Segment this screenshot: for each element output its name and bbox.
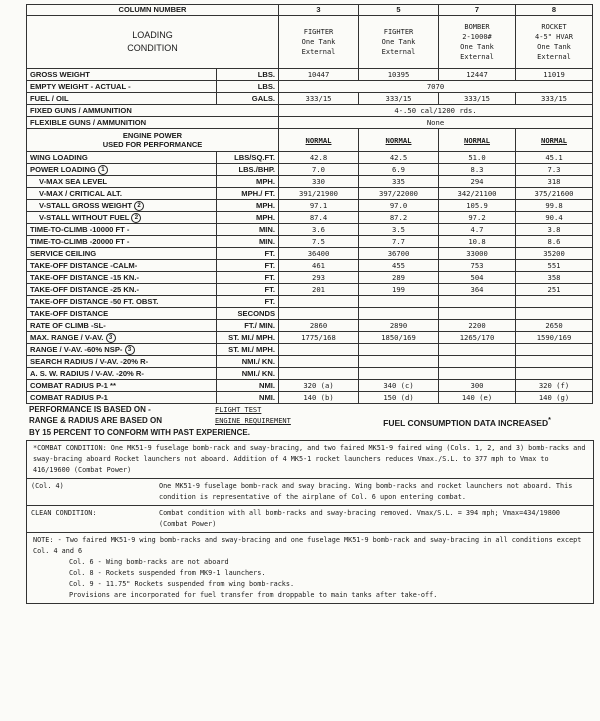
- table-row: [27, 356, 593, 368]
- row-label: [27, 368, 217, 380]
- cell-value: 300: [439, 380, 516, 392]
- normal-label: [516, 129, 593, 152]
- column-number: 7: [439, 5, 516, 16]
- note-line: Col. 6 - Wing bomb-racks are not aboard: [69, 557, 229, 566]
- cell-value: 97.1: [279, 200, 359, 212]
- cell-value: 4.7: [439, 224, 516, 236]
- cell-value: 340 (c): [359, 380, 439, 392]
- column-condition-text: One Tank External: [301, 38, 336, 56]
- footnote-circle: 3: [106, 333, 116, 343]
- row-label: [27, 105, 279, 117]
- row-label: [27, 224, 217, 236]
- row-unit: MPH.: [217, 200, 279, 212]
- cell-value: [516, 368, 593, 380]
- normal-text: NORMAL: [385, 135, 412, 145]
- row-unit: ST. MI./ MPH.: [217, 344, 279, 356]
- row-label-text: POWER LOADING: [30, 165, 96, 174]
- column-type: [516, 16, 593, 69]
- cell-value: 36700: [359, 248, 439, 260]
- cell-value: [279, 344, 359, 356]
- cell-value: [439, 296, 516, 308]
- col4-note: [27, 479, 593, 506]
- cell-value: 140 (g): [516, 392, 593, 404]
- cell-value: 8.6: [516, 236, 593, 248]
- normal-label: [279, 129, 359, 152]
- row-label-text: TAKE-OFF DISTANCE -15 KN.-: [30, 273, 139, 282]
- column-number: 5: [359, 5, 439, 16]
- based-on-value: FLIGHT TEST: [215, 406, 262, 414]
- cell-value: [359, 296, 439, 308]
- cell-value: 251: [516, 284, 593, 296]
- table-row: [27, 344, 593, 356]
- row-label-text: V-STALL WITHOUT FUEL: [39, 213, 130, 222]
- table-row: [27, 296, 593, 308]
- blank: [342, 405, 592, 415]
- col4-text: One MK51-9 fuselage bomb-rack and sway bracing. Wing bomb-racks and rocket launchers not aboard. This condition is representative of the airplane of Col. 6 upon entering combat.: [159, 481, 573, 501]
- cell-value: [359, 356, 439, 368]
- range-label: RANGE & RADIUS ARE BASED ON: [29, 416, 163, 426]
- cell-value: 1590/169: [516, 332, 593, 344]
- cell-value: 333/15: [279, 93, 359, 105]
- cell-value: 2860: [279, 320, 359, 332]
- row-unit: SECONDS: [217, 308, 279, 320]
- cell-value: 35200: [516, 248, 593, 260]
- row-unit: LBS.: [217, 69, 279, 81]
- engine-power-label: ENGINE POWER USED FOR PERFORMANCE: [27, 129, 279, 152]
- row-label-text: MAX. RANGE / V-AV.: [30, 333, 104, 342]
- row-label-text: A. S. W. RADIUS / V-AV. -20% R-: [30, 369, 144, 378]
- performance-basis: [26, 405, 592, 438]
- note-line: Col. 9 - 11.75" Rockets suspended from wing bomb-racks.: [69, 579, 295, 588]
- cell-value: 320 (f): [516, 380, 593, 392]
- cell-value: 140 (b): [279, 392, 359, 404]
- footnote-circle: 1: [98, 165, 108, 175]
- cell-value: 1850/169: [359, 332, 439, 344]
- row-unit: FT./ MIN.: [217, 320, 279, 332]
- note-line: Col. 8 - Rockets suspended from MK9-1 launchers.: [69, 568, 266, 577]
- row-label: [27, 320, 217, 332]
- table-row: [27, 212, 593, 224]
- table-row: [27, 260, 593, 272]
- row-label-text: TAKE-OFF DISTANCE -CALM-: [30, 261, 138, 270]
- cell-value: 1775/168: [279, 332, 359, 344]
- table-row: [27, 117, 593, 129]
- row-label: [27, 176, 217, 188]
- row-label: [27, 236, 217, 248]
- cell-value: 140 (e): [439, 392, 516, 404]
- row-label-text: SERVICE CEILING: [30, 249, 97, 258]
- cell-value: 36400: [279, 248, 359, 260]
- cell-value: 10.8: [439, 236, 516, 248]
- cell-value: 11019: [516, 69, 593, 81]
- cell-value: 42.8: [279, 152, 359, 164]
- cell-value: [359, 308, 439, 320]
- row-label-text: TIME-TO-CLIMB -10000 FT -: [30, 225, 130, 234]
- cell-value: [516, 308, 593, 320]
- cell-value: 289: [359, 272, 439, 284]
- performance-rows: [27, 152, 593, 404]
- row-label-text: FIXED GUNS / AMMUNITION: [30, 106, 132, 115]
- cell-value: 10395: [359, 69, 439, 81]
- table-row: [27, 380, 593, 392]
- cell-value: 8.3: [439, 164, 516, 176]
- cell-value: [279, 296, 359, 308]
- cell-value: 3.5: [359, 224, 439, 236]
- fuel-note: [342, 415, 592, 428]
- column-condition-text: One Tank External: [381, 38, 416, 56]
- table-row: [27, 164, 593, 176]
- row-unit: MPH.: [217, 176, 279, 188]
- cell-value: 201: [279, 284, 359, 296]
- table-row: [27, 392, 593, 404]
- footnote-circle: 2: [134, 201, 144, 211]
- row-label-text: V-MAX / CRITICAL ALT.: [39, 189, 122, 198]
- cell-value: 364: [439, 284, 516, 296]
- cell-value: [279, 368, 359, 380]
- footnote-circle: 3: [125, 345, 135, 355]
- note-label: NOTE:: [33, 535, 54, 544]
- cell-value: 87.4: [279, 212, 359, 224]
- cell-value: 199: [359, 284, 439, 296]
- cell-value: 150 (d): [359, 392, 439, 404]
- cell-value: [359, 368, 439, 380]
- cell-value: [439, 344, 516, 356]
- cell-value: 2650: [516, 320, 593, 332]
- cell-value: 3.6: [279, 224, 359, 236]
- column-type-text: FIGHTER: [383, 28, 414, 36]
- row-unit: NMI.: [217, 380, 279, 392]
- cell-value: 333/15: [516, 93, 593, 105]
- cell-value: 12447: [439, 69, 516, 81]
- cell-value: 42.5: [359, 152, 439, 164]
- cell-value: [279, 356, 359, 368]
- row-label: [27, 81, 217, 93]
- cell-value: 455: [359, 260, 439, 272]
- column-number-label: COLUMN NUMBER: [27, 5, 279, 16]
- row-label: [27, 332, 217, 344]
- row-label: [27, 164, 217, 176]
- clean-label: CLEAN CONDITION:: [31, 508, 97, 517]
- row-label-text: RATE OF CLIMB -SL-: [30, 321, 106, 330]
- performance-sheet: [26, 4, 592, 604]
- row-unit: LBS./BHP.: [217, 164, 279, 176]
- table-row: [27, 284, 593, 296]
- column-condition-text: One Tank External: [460, 43, 494, 61]
- table-row: [27, 69, 593, 81]
- row-unit: FT.: [217, 248, 279, 260]
- row-label: [27, 69, 217, 81]
- column-type-text: BOMBER 2-1000#: [462, 23, 492, 41]
- note-line: Provisions are incorporated for fuel transfer from droppable to main tanks after take-off.: [69, 590, 438, 599]
- row-label-text: GROSS WEIGHT: [30, 70, 90, 79]
- row-label-text: RANGE / V-AV. -60% NSP-: [30, 345, 123, 354]
- column-number: 3: [279, 5, 359, 16]
- row-label: [27, 248, 217, 260]
- cell-value: 551: [516, 260, 593, 272]
- row-unit: MPH.: [217, 212, 279, 224]
- row-unit: MIN.: [217, 224, 279, 236]
- spanning-value: None: [279, 117, 593, 129]
- cell-value: 7.3: [516, 164, 593, 176]
- combat-condition-note: [27, 441, 593, 479]
- based-on-label: PERFORMANCE IS BASED ON -: [29, 405, 151, 414]
- spanning-value: 7070: [279, 81, 593, 93]
- table-row: [27, 272, 593, 284]
- cell-value: [359, 344, 439, 356]
- row-label: [27, 152, 217, 164]
- performance-table: [26, 4, 593, 404]
- row-label-text: V-MAX SEA LEVEL: [39, 177, 108, 186]
- row-label: [27, 117, 279, 129]
- cell-value: 293: [279, 272, 359, 284]
- cell-value: 320 (a): [279, 380, 359, 392]
- column-type-text: ROCKET 4-5" HVAR: [535, 23, 573, 41]
- cell-value: 105.9: [439, 200, 516, 212]
- row-label: [27, 392, 217, 404]
- row-unit: NMI./ KN.: [217, 368, 279, 380]
- normal-text: NORMAL: [305, 135, 332, 145]
- cell-value: 97.0: [359, 200, 439, 212]
- cell-value: [439, 368, 516, 380]
- cell-value: 330: [279, 176, 359, 188]
- loading-condition-label: LOADING CONDITION: [27, 16, 279, 69]
- row-label: [27, 212, 217, 224]
- cell-value: 753: [439, 260, 516, 272]
- cell-value: 3.8: [516, 224, 593, 236]
- table-row: [27, 332, 593, 344]
- cell-value: 397/22000: [359, 188, 439, 200]
- row-label-text: TAKE-OFF DISTANCE -50 FT. OBST.: [30, 297, 159, 306]
- note-line: - Two faired MK51-9 wing bomb-racks and sway-bracing and one fuselage MK51-9 bomb-rack and sway-bracing in all conditions except Col. 4 and 6: [33, 535, 582, 555]
- normal-text: NORMAL: [541, 135, 567, 145]
- row-unit: FT.: [217, 284, 279, 296]
- cell-value: [516, 356, 593, 368]
- table-row: [27, 188, 593, 200]
- column-condition-text: One Tank External: [537, 43, 571, 61]
- row-label: [27, 260, 217, 272]
- row-unit: NMI./ KN.: [217, 356, 279, 368]
- cell-value: 335: [359, 176, 439, 188]
- cell-value: 391/21900: [279, 188, 359, 200]
- row-unit: FT.: [217, 296, 279, 308]
- col4-label: (Col. 4): [31, 481, 64, 490]
- row-label: [27, 380, 217, 392]
- column-type-text: FIGHTER: [303, 28, 334, 36]
- column-number: 8: [516, 5, 593, 16]
- cell-value: 87.2: [359, 212, 439, 224]
- row-label-text: V-STALL GROSS WEIGHT: [39, 201, 132, 210]
- cell-value: 2200: [439, 320, 516, 332]
- footnote-circle: 2: [131, 213, 141, 223]
- cell-value: 45.1: [516, 152, 593, 164]
- row-unit: FT.: [217, 272, 279, 284]
- cell-value: 51.0: [439, 152, 516, 164]
- cell-value: 375/21600: [516, 188, 593, 200]
- normal-text: NORMAL: [464, 135, 490, 145]
- table-row: [27, 200, 593, 212]
- cell-value: 2890: [359, 320, 439, 332]
- cell-value: 504: [439, 272, 516, 284]
- row-label: [27, 296, 217, 308]
- fuel-mark: *: [548, 416, 551, 424]
- row-label: [27, 200, 217, 212]
- notes-box: [26, 440, 594, 604]
- table-row: [27, 152, 593, 164]
- clean-text: Combat condition with all bomb-racks and sway-bracing removed. Vmax/S.L. = 394 mph; Vmax=434/19800 (Combat Power): [159, 508, 561, 528]
- table-row: [27, 176, 593, 188]
- table-row: [27, 93, 593, 105]
- row-label: [27, 272, 217, 284]
- cell-value: 6.9: [359, 164, 439, 176]
- range-value: ENGINE REQUIREMENT: [215, 417, 291, 426]
- row-unit: FT.: [217, 260, 279, 272]
- table-row: [27, 236, 593, 248]
- row-label: [27, 344, 217, 356]
- cell-value: [279, 308, 359, 320]
- row-unit: LBS.: [217, 81, 279, 93]
- cell-value: [516, 296, 593, 308]
- row-label-text: TIME-TO-CLIMB -20000 FT -: [30, 237, 130, 246]
- table-row: [27, 224, 593, 236]
- cell-value: [439, 308, 516, 320]
- row-label-text: TAKE-OFF DISTANCE: [30, 309, 109, 318]
- row-label-text: FLEXIBLE GUNS / AMMUNITION: [30, 118, 147, 127]
- cell-value: 97.2: [439, 212, 516, 224]
- row-label: [27, 188, 217, 200]
- column-type: [279, 16, 359, 69]
- row-label-text: FUEL / OIL: [30, 94, 69, 103]
- row-label-text: COMBAT RADIUS P-1 **: [30, 381, 116, 390]
- cell-value: [439, 356, 516, 368]
- column-type: [359, 16, 439, 69]
- row-label-text: TAKE-OFF DISTANCE -25 KN.-: [30, 285, 139, 294]
- row-label: [27, 356, 217, 368]
- row-unit: NMI.: [217, 392, 279, 404]
- row-unit: LBS/SQ.FT.: [217, 152, 279, 164]
- row-label-text: COMBAT RADIUS P-1: [30, 393, 108, 402]
- row-label-text: EMPTY WEIGHT - ACTUAL -: [30, 82, 131, 91]
- general-note: [27, 533, 593, 603]
- combat-condition-text: *COMBAT CONDITION: One MK51-9 fuselage bomb-rack and sway-bracing, and two faired MK51-9 faired wing (Cols. 1, 2, and 3) bomb-racks and sway-bracing aboard Rocket launchers not aboard. Addition of 4 MK5-1 rocket launchers reduces Vmax./S.L. to 377 mph to Vmax to 416/19600 (Combat Power): [33, 443, 586, 474]
- cell-value: 333/15: [359, 93, 439, 105]
- normal-label: [439, 129, 516, 152]
- table-row: [27, 105, 593, 117]
- cell-value: 294: [439, 176, 516, 188]
- loading-rows: [27, 69, 593, 129]
- cell-value: 1265/170: [439, 332, 516, 344]
- row-unit: MIN.: [217, 236, 279, 248]
- normal-label: [359, 129, 439, 152]
- cell-value: 7.0: [279, 164, 359, 176]
- cell-value: 7.7: [359, 236, 439, 248]
- table-row: [27, 81, 593, 93]
- cell-value: 10447: [279, 69, 359, 81]
- row-label: [27, 284, 217, 296]
- row-label: [27, 308, 217, 320]
- cell-value: [516, 344, 593, 356]
- table-row: [27, 248, 593, 260]
- row-unit: ST. MI./ MPH.: [217, 332, 279, 344]
- spanning-value: 4-.50 cal/1200 rds.: [279, 105, 593, 117]
- cell-value: 318: [516, 176, 593, 188]
- note-block: [27, 533, 593, 603]
- row-unit: MPH./ FT.: [217, 188, 279, 200]
- cell-value: 342/21100: [439, 188, 516, 200]
- cell-value: 90.4: [516, 212, 593, 224]
- table-row: [27, 308, 593, 320]
- cell-value: 99.8: [516, 200, 593, 212]
- row-label-text: SEARCH RADIUS / V-AV. -20% R-: [30, 357, 149, 366]
- cell-value: 33000: [439, 248, 516, 260]
- cell-value: 7.5: [279, 236, 359, 248]
- cell-value: 333/15: [439, 93, 516, 105]
- by-percent-line: BY 15 PERCENT TO CONFORM WITH PAST EXPERIENCE.: [29, 427, 250, 437]
- column-type: [439, 16, 516, 69]
- row-label-text: WING LOADING: [30, 153, 88, 162]
- cell-value: 461: [279, 260, 359, 272]
- cell-value: 358: [516, 272, 593, 284]
- row-label: [27, 93, 217, 105]
- row-unit: GALS.: [217, 93, 279, 105]
- fuel-note-text: FUEL CONSUMPTION DATA INCREASED: [383, 417, 549, 428]
- table-row: [27, 368, 593, 380]
- clean-condition-note: [27, 506, 593, 533]
- table-row: [27, 320, 593, 332]
